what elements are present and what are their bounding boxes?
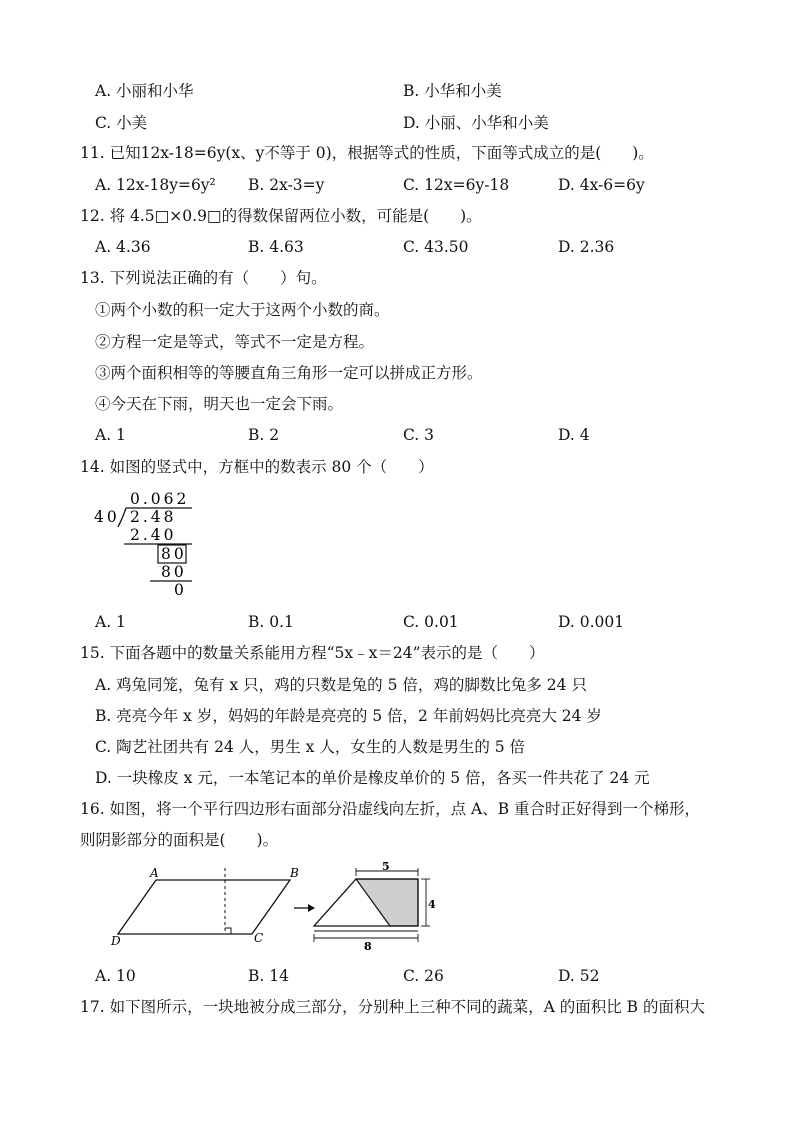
q16-stem-line-2: 则阴影部分的面积是( )。 <box>80 831 279 849</box>
q13-statement-1: ①两个小数的积一定大于这两个小数的商。 <box>95 301 390 319</box>
q16-option-a: A. 10 <box>95 967 136 985</box>
divisor: 40 <box>94 508 120 526</box>
q15-option-d: D. 一块橡皮 x 元，一本笔记本的单价是橡皮单价的 5 倍，各买一件共花了 24 元 <box>95 769 650 787</box>
dim-bottom-label: 8 <box>364 940 372 952</box>
q15-option-c: C. 陶艺社团共有 24 人，男生 x 人，女生的人数是男生的 5 倍 <box>95 738 526 756</box>
dim-top-label: 5 <box>382 862 390 873</box>
q11-stem: 11. 已知12x-18=6y(x、y不等于 0)，根据等式的性质，下面等式成立的是( )。 <box>80 144 654 162</box>
label-d: D <box>111 934 121 948</box>
dividend: 2.48 <box>130 508 177 526</box>
q15-stem: 15. 下面各题中的数量关系能用方程“5x﹣x＝24”表示的是（ ） <box>80 644 545 662</box>
arrow-head <box>308 904 315 912</box>
q11-option-d: D. 4x-6=6y <box>558 176 645 194</box>
subtraction-2: 80 <box>161 563 187 581</box>
q14-option-b: B. 0.1 <box>248 613 294 631</box>
q13-option-a: A. 1 <box>95 426 126 444</box>
dim-side-label: 4 <box>428 898 436 911</box>
parallelogram <box>118 880 290 934</box>
q10-option-b: B. 小华和小美 <box>403 82 502 100</box>
q13-statement-3: ③两个面积相等的等腰直角三角形一定可以拼成正方形。 <box>95 364 483 382</box>
q14-option-c: C. 0.01 <box>403 613 459 631</box>
q10-option-d: D. 小丽、小华和小美 <box>403 114 549 132</box>
q10-option-c: C. 小美 <box>95 114 148 132</box>
q11-option-a: A. 12x-18y=6y² <box>95 176 216 194</box>
q16-option-b: B. 14 <box>248 967 289 985</box>
q13-option-b: B. 2 <box>248 426 280 444</box>
q13-option-c: C. 3 <box>403 426 435 444</box>
q17-stem: 17. 如下图所示，一块地被分成三部分，分别种上三种不同的蔬菜，A 的面积比 B 的面积大 <box>80 998 705 1016</box>
parallelogram-fold-figure <box>108 862 448 952</box>
q16-option-d: D. 52 <box>558 967 600 985</box>
q16-stem-line-1: 16. 如图，将一个平行四边形右面部分沿虚线向左折，点 A、B 重合时正好得到一个梯形， <box>80 800 701 818</box>
boxed-number: 80 <box>161 545 187 563</box>
shaded-region <box>356 879 418 926</box>
remainder: 0 <box>174 581 184 599</box>
subtraction-1: 2.40 <box>130 526 177 544</box>
right-angle-mark <box>225 928 231 934</box>
label-c: C <box>254 931 264 945</box>
q12-option-d: D. 2.36 <box>558 238 615 256</box>
q16-option-c: C. 26 <box>403 967 444 985</box>
q12-option-c: C. 43.50 <box>403 238 469 256</box>
label-b: B <box>290 866 299 880</box>
q15-option-b: B. 亮亮今年 x 岁，妈妈的年龄是亮亮的 5 倍，2 年前妈妈比亮亮大 24 岁 <box>95 707 602 725</box>
q14-option-d: D. 0.001 <box>558 613 625 631</box>
q12-option-b: B. 4.63 <box>248 238 304 256</box>
q10-option-a: A. 小丽和小华 <box>95 82 194 100</box>
q12-stem: 12. 将 4.5□×0.9□的得数保留两位小数，可能是( )。 <box>80 207 482 225</box>
q15-option-a: A. 鸡兔同笼，兔有 x 只，鸡的只数是兔的 5 倍，鸡的脚数比兔多 24 只 <box>95 676 587 694</box>
label-a: A <box>150 866 159 880</box>
q14-stem: 14. 如图的竖式中，方框中的数表示 80 个（ ） <box>80 458 434 476</box>
quotient: 0.062 <box>130 490 190 508</box>
long-division-figure <box>90 487 200 599</box>
q13-option-d: D. 4 <box>558 426 590 444</box>
q13-statement-4: ④今天在下雨，明天也一定会下雨。 <box>95 395 344 413</box>
q13-stem: 13. 下列说法正确的有（ ）句。 <box>80 269 327 287</box>
q14-option-a: A. 1 <box>95 613 126 631</box>
q13-statement-2: ②方程一定是等式，等式不一定是方程。 <box>95 333 375 351</box>
q12-option-a: A. 4.36 <box>95 238 151 256</box>
q11-option-c: C. 12x=6y-18 <box>403 176 510 194</box>
q11-option-b: B. 2x-3=y <box>248 176 325 194</box>
